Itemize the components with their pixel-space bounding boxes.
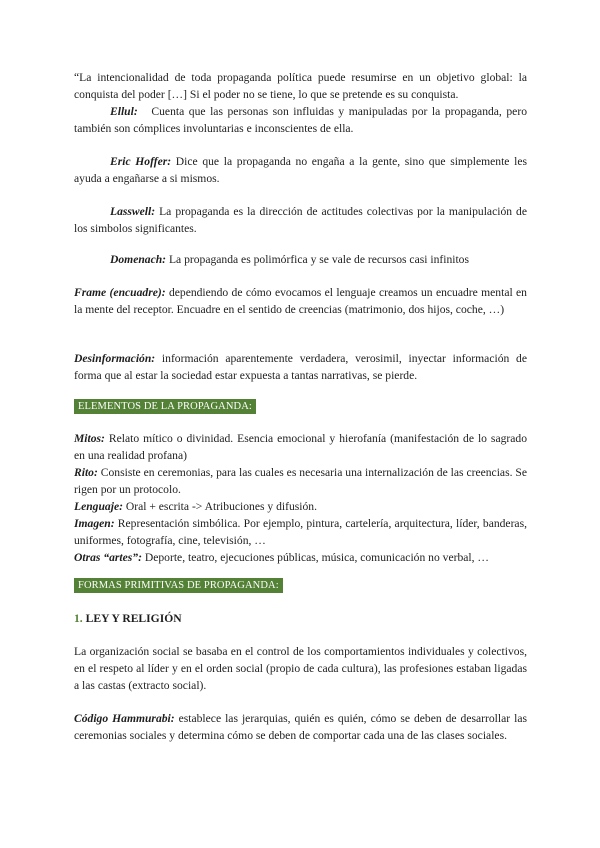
author-text: Dice que la propaganda no engaña a la gente, sino que simplemente les ayuda a engañarse a si mismos. bbox=[74, 155, 527, 185]
hammurabi-paragraph bbox=[74, 710, 527, 744]
definition-text: dependiendo de cómo evocamos el lenguaje creamos un encuadre mental en la mente del receptor. Encuadre en el sentido de creencias (matrimonio, dos hijos, coche, …) bbox=[74, 286, 527, 316]
definition-text: información aparentemente verdadera, verosimil, inyectar información de forma que al estar la sociedad estar expuesta a tantas narrativas, se pierde. bbox=[74, 352, 527, 382]
item-term: Rito: bbox=[74, 466, 98, 479]
item-term: Otras “artes”: bbox=[74, 551, 142, 564]
paragraph-text: La organización social se basaba en el control de los comportamientos individuales y colectivos, en el respeto al líder y en el orden social (propio de cada cultura), las profesiones estaban ligadas a las castas (extracto social). bbox=[74, 645, 527, 692]
item-term: Lenguaje: bbox=[74, 500, 123, 513]
item-text: Oral + escrita -> Atribuciones y difusión. bbox=[122, 500, 317, 513]
item-term: Imagen: bbox=[74, 517, 115, 530]
subsection-heading bbox=[74, 610, 182, 627]
item-text: Representación simbólica. Por ejemplo, pintura, cartelería, arquitectura, líder, banderas, uniformes, fotografía, cine, televisión, … bbox=[74, 517, 527, 547]
item-text: Consiste en ceremonias, para las cuales es necesaria una internalización de las creencias. Se rigen por un protocolo. bbox=[74, 466, 527, 496]
section-heading-elementos: ELEMENTOS DE LA PROPAGANDA: bbox=[74, 399, 256, 414]
author-hoffer bbox=[74, 153, 527, 187]
intro-quote: “La intencionalidad de toda propaganda política puede resumirse en un objetivo global: la conquista del poder […] Si el poder no se tiene, lo que se pretende es su conquista. bbox=[74, 71, 527, 101]
ley-paragraph bbox=[74, 643, 527, 694]
list-item bbox=[74, 498, 527, 515]
author-lasswell bbox=[74, 203, 527, 237]
ellul-term: Ellul: bbox=[110, 105, 138, 118]
hammurabi-text: establece las jerarquias, quién es quién, cómo se deben de desarrollar las ceremonias sociales y determina cómo se deben de comportar cada una de las clases sociales. bbox=[74, 712, 527, 742]
item-text: Deporte, teatro, ejecuciones públicas, música, comunicación no verbal, … bbox=[141, 551, 490, 564]
definition-frame bbox=[74, 284, 527, 318]
list-item bbox=[74, 430, 527, 464]
subsection-number: 1. bbox=[74, 612, 83, 625]
item-text: Relato mítico o divinidad. Esencia emocional y hierofanía (manifestación de lo sagrado en una realidad profana) bbox=[74, 432, 527, 462]
author-text: La propaganda es polimórfica y se vale de recursos casi infinitos bbox=[166, 253, 469, 266]
item-term: Mitos: bbox=[74, 432, 105, 445]
author-text: La propaganda es la dirección de actitudes colectivas por la manipulación de los simbolos significantes. bbox=[74, 205, 527, 235]
section-heading-formas: FORMAS PRIMITIVAS DE PROPAGANDA: bbox=[74, 578, 283, 593]
intro-block bbox=[74, 69, 527, 137]
definition-term: Desinformación: bbox=[74, 352, 156, 365]
elements-list bbox=[74, 430, 527, 566]
ellul-paragraph bbox=[74, 103, 527, 137]
author-term: Eric Hoffer: bbox=[110, 155, 172, 168]
author-domenach bbox=[74, 251, 527, 268]
author-term: Domenach: bbox=[110, 253, 167, 266]
definition-term: Frame (encuadre): bbox=[74, 286, 166, 299]
author-term: Lasswell: bbox=[110, 205, 156, 218]
list-item bbox=[74, 515, 527, 549]
list-item bbox=[74, 464, 527, 498]
list-item bbox=[74, 549, 527, 566]
hammurabi-term: Código Hammurabi: bbox=[74, 712, 175, 725]
ellul-text: Cuenta que las personas son influidas y manipuladas por la propaganda, pero también son cómplices involuntarias e inconscientes de ella. bbox=[74, 105, 527, 135]
definition-desinformacion bbox=[74, 350, 527, 384]
subsection-title: LEY Y RELIGIÓN bbox=[85, 612, 182, 625]
